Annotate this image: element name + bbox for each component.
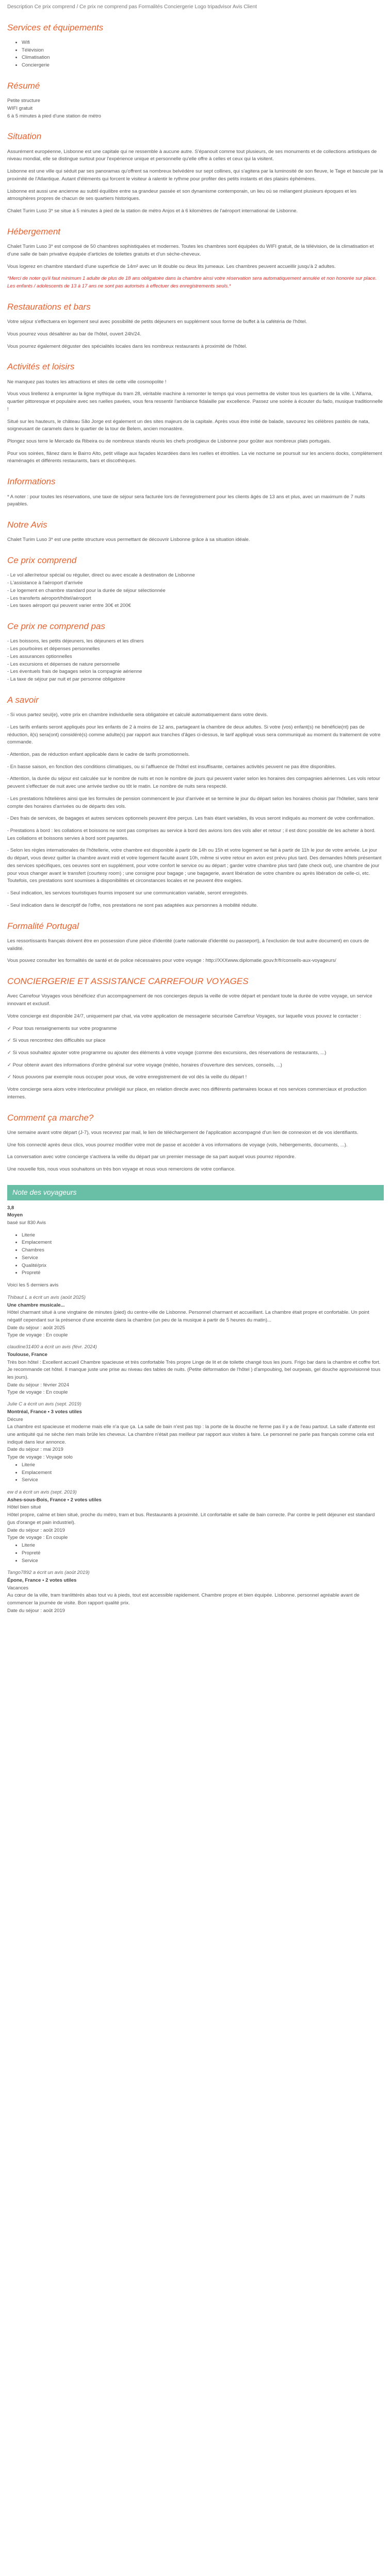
informations-paragraph: * A noter : pour toutes les réservations, une taxe de séjour sera facturée lors de l'enregistrement pour les clients âgés de 13 ans et plus, avec un maximum de 7 nuits payables.	[7, 494, 365, 507]
ne-comprend-item: - Les excursions et dépenses de nature personnelle	[7, 661, 120, 667]
ne-comprend-item: - Les pourboires et dépenses personnelles	[7, 646, 100, 652]
criteria-item: • Propreté	[22, 1269, 384, 1277]
informations-title: Informations	[7, 477, 56, 487]
a-savoir-paragraph: - Si vous partez seul(e), votre prix en chambre individuelle sera obligatoire et calculé automatiquement dans votre devis.	[7, 712, 268, 718]
review	[7, 1489, 384, 1565]
restauration-paragraph: Vous pourrez vous désaltérer au bar de l'hôtel, ouvert 24h/24.	[7, 331, 141, 337]
hebergement-body	[7, 243, 384, 270]
comment-paragraph: La conversation avec votre concierge s'activera la veille du départ par un premier message de sa part auquel vous pourrez répondre.	[7, 1154, 296, 1160]
comprend-item: - Le logement en chambre standard pour la durée de séjour sélectionnée	[7, 587, 166, 594]
review-criterion: • Service	[22, 1477, 384, 1484]
situation-paragraph: Lisbonne est aussi une ancienne au subtil équilibre entre sa grandeur passée et son dynamisme contemporain, un lieu où se mélangent plusieurs époques et les atmosphères propres de chacun de ses quartiers historiques.	[7, 188, 357, 202]
resume-title: Résumé	[7, 80, 40, 91]
criteria-item: • Emplacement	[22, 1239, 384, 1247]
review-title: Ashes-sous-Bois, France • 2 votes utiles	[7, 1497, 102, 1503]
review-title: Toulouse, France	[7, 1351, 47, 1358]
score: 3,8	[7, 1205, 14, 1211]
formalites-body	[7, 938, 384, 965]
review-criterion: • Literie	[22, 1542, 384, 1550]
ne-comprend-item: - Les boissons, les petits déjeuners, les déjeuners et les dîners	[7, 638, 144, 645]
service-item: • Wifi	[22, 39, 384, 47]
situation-title: Situation	[7, 131, 42, 142]
activites-body	[7, 379, 384, 465]
score-label: Moyen	[7, 1212, 23, 1218]
review-date: Date du séjour : août 2025	[7, 1325, 65, 1331]
review-type: Type de voyage : En couple	[7, 1332, 68, 1338]
review-criteria	[7, 1542, 384, 1565]
formalites-title: Formalité Portugal	[7, 921, 79, 931]
activites-title: Activités et loisirs	[7, 362, 75, 372]
formalites-paragraph: Les ressortissants français doivent être en possession d'une pièce d'identité (carte nationale d'identité ou passeport), à l'exclusion de tout autre document) en cours de validité.	[7, 938, 369, 952]
hebergement-title: Hébergement	[7, 226, 61, 236]
ne-comprend-item: - Les éventuels frais de bagages selon la compagnie aérienne	[7, 669, 142, 675]
criteria-item: • Literie	[22, 1232, 384, 1240]
review-date: Date du séjour : août 2019	[7, 1527, 65, 1533]
hebergement-paragraph: Vous logerez en chambre standard d'une superficie de 14m² avec un lit double ou deux lits jumeaux. Les chambres peuvent accueillir jusqu'à 2 adultes.	[7, 263, 336, 269]
service-item: • Climatisation	[22, 54, 384, 62]
hebergement-paragraph: Chalet Turim Luso 3* est composé de 50 chambres sophistiquées et modernes. Toutes les chambres sont équipées du WIFI gratuit, de la télévision, de la climatisation et d'une salle de bain privative équipée d'articles de toilettes gratuits et d'un sèche-cheveux.	[7, 244, 374, 257]
review-criterion: • Service	[22, 1557, 384, 1565]
ne-comprend-item: - La taxe de séjour par nuit et par personne obligatoire	[7, 676, 125, 683]
review-type: Type de voyage : En couple	[7, 1535, 68, 1541]
comment-paragraph: Une nouvelle fois, nous vous souhaitons un très bon voyage et nous vous remercions de votre confiance.	[7, 1166, 236, 1173]
resume-line: 6 à 5 minutes à pied d'une station de métro	[7, 113, 101, 119]
comment-body	[7, 1129, 384, 1174]
review-body: Hôtel charmant situé à une vingtaine de minutes (pied) du centre-ville de Lisbonne. Personnel charmant et accueillant. La chambre était propre et confortable. Un point négatif cependant sur la présence d'une enceinte dans la chambre (un peu de la musique à partir de 5 heures du matin)...	[7, 1310, 369, 1323]
comprend-item: - Le vol aller/retour spécial ou régulier, direct ou avec escale à destination de Lisbonne	[7, 572, 195, 579]
criteria-item: • Chambres	[22, 1247, 384, 1255]
service-item: • Conciergerie	[22, 62, 384, 70]
conciergerie-body	[7, 993, 384, 1101]
conciergerie-paragraph: ✓ Pour obtenir avant des informations d'ordre général sur votre voyage (météo, horaires d'ouverture des services, conseils, ...)	[7, 1062, 282, 1068]
situation-body	[7, 148, 384, 215]
review-body: Vacances Au cœur de la ville, tram tranlittérés abas tout vu à pieds, tout est accessible rapidement. Chambre propre et bien équipée. Lisbonne. personnel agréable avant de commencer la journée de visite. Bon rapport qualité prix.	[7, 1585, 360, 1606]
review-title: Montréal, France • 3 votes utiles	[7, 1409, 82, 1415]
a-savoir-paragraph: - Attention, la durée du séjour est calculée sur le nombre de nuits et non le nombre de jours qui peuvent varier selon les horaires des compagnies aériennes. Les vols retour peuvent s'effectuer de nuit avec une arrivée tardive ou tôt le matin. Le nombre de nuits sera respecté.	[7, 776, 380, 790]
conciergerie-paragraph: Votre concierge est disponible 24/7, uniquement par chat, via votre application de messagerie sécurisée Carrefour Voyages, sur laquelle vous pouvez le contacter :	[7, 1013, 361, 1019]
ne-comprend-item: - Les assurances optionnelles	[7, 653, 72, 659]
activites-paragraph: Ne manquez pas toutes les attractions et sites de cette ville cosmopolite !	[7, 379, 167, 385]
avis-text: Chalet Turim Luso 3* est une petite structure vous permettant de découvrir Lisbonne grâce à sa situation idéale.	[7, 537, 250, 543]
a-savoir-paragraph: - En basse saison, en fonction des conditions climatiques, ou si l'affluence de l'hôtel est insuffisante, certaines activités peuvent ne pas être disponibles.	[7, 764, 336, 770]
review-title: Épone, France • 2 votes utiles	[7, 1577, 77, 1583]
review-criteria	[7, 1462, 384, 1484]
review-criterion: • Literie	[22, 1462, 384, 1469]
a-savoir-body	[7, 711, 384, 909]
avis-title: Notre Avis	[7, 519, 47, 530]
review-date: Date du séjour : août 2019	[7, 1607, 65, 1614]
review-criterion: • Propreté	[22, 1550, 384, 1557]
ne-comprend-list	[7, 638, 384, 683]
comprend-title: Ce prix comprend	[7, 555, 77, 566]
activites-paragraph: Plongez sous terre le Mercado da Ribeira ou de nombreux stands réunis les chefs prodigieux de Lisbonne pour goûter aux nombreux plats portugais.	[7, 438, 331, 444]
comprend-list	[7, 572, 384, 610]
review	[7, 1401, 384, 1484]
conciergerie-paragraph: ✓ Nous pouvons par exemple nous occuper pour vous, de votre enregistrement de vol dès la veille du départ !	[7, 1074, 247, 1080]
restauration-paragraph: Votre séjour s'effectuera en logement seul avec possibilité de petits déjeuners en supplément sous forme de buffet à la cafétéria de l'hôtel.	[7, 319, 307, 325]
conciergerie-paragraph: ✓ Si vous rencontrez des difficultés sur place	[7, 1038, 106, 1044]
services-title: Services et équipements	[7, 22, 104, 32]
reviews-showing: Voici les 5 derniers avis	[7, 1282, 59, 1289]
restauration-body	[7, 318, 384, 350]
comprend-item: - Les taxes aéroport qui peuvent varier entre 30€ et 200€	[7, 603, 131, 609]
conciergerie-paragraph: ✓ Pour tous renseignements sur votre programme	[7, 1025, 117, 1031]
service-item: • Télévision	[22, 47, 384, 55]
a-savoir-paragraph: - Les prestations hôtelières ainsi que les formules de pension commencent le jour d'arrivée et se termine le jour du départ selon les horaires choisis par l'hôtelier, sans tenir compte des horaires d'arrivées ou de départs des vols.	[7, 795, 379, 809]
review-type: Type de voyage : Voyage solo	[7, 1454, 73, 1461]
comment-paragraph: Une semaine avant votre départ (J-7), vous recevrez par mail, le lien de téléchargement de l'application accompagné d'un lien de connexion et de vos identifiants.	[7, 1130, 359, 1136]
resume-line: WIFI gratuit	[7, 105, 33, 111]
activites-paragraph: Pour vos soirées, flânez dans le Bairro Alto, petit village aux façades lézardées dans les ruelles et étroitiles. La vie nocturne se poursuit sur les anciens docks, complètement réaménagés et différents restaurants, bars et discothèques.	[7, 450, 382, 464]
restauration-title: Restaurations et bars	[7, 301, 91, 312]
hebergement-notice: *Merci de noter qu'il faut minimum 1 adulte de plus de 18 ans obligatoire dans la chambre ainsi votre réservation sera automatiquement annulée et non honorée sur place. Les enfants / adolescents de 13 à 17 ans ne sont pas autorisés à effectuer des enregistrements seuls.*	[7, 276, 377, 289]
services-list	[7, 39, 384, 70]
comprend-item: - L'assistance à l'aéroport d'arrivée	[7, 580, 83, 586]
review-date: Date du séjour : février 2024	[7, 1382, 69, 1388]
review-body: Très bon hôtel : Excellent accueil Chambre spacieuse et très confortable Très propre Linge de lit et de toilette changé tous les jours. Frigo bar dans la chambre et coffre fort. Je recommande cet hôtel. Il manque juste une prise au niveau des tables de nuits. (Petite déformation de l'hôtel ) d'ampoubing, bel ourpeais, gel douche approvisionné tous les jours).	[7, 1359, 381, 1380]
comprend-item: - Les transferts aéroport/hôtel/aéroport	[7, 595, 91, 601]
comment-title: Comment ça marche?	[7, 1112, 94, 1123]
a-savoir-paragraph: - Les tarifs enfants seront appliqués pour les enfants de 2 à moins de 12 ans, partageant la chambre de deux adultes. Si votre (vos) enfant(s) ne bénéficie(nt) pas de réduction, il(s) sera(ont) considéré(s) comme adulte(s) par rapport aux tranches d'âges ci-dessus, le tarif appliqué vous sera communiqué au moment du traitement de votre commande.	[7, 724, 381, 745]
review-author: Julie C a écrit un avis (sept. 2019)	[7, 1401, 82, 1408]
reviews-list	[7, 1294, 384, 1615]
based-on: basé sur 830 Avis	[7, 1220, 46, 1226]
review-date: Date du séjour : mai 2019	[7, 1447, 63, 1453]
resume-lines	[7, 97, 384, 120]
conciergerie-paragraph: Votre concierge sera alors votre interlocuteur privilégié sur place, en relation directe avec nos différents partenaires locaux et nos services commerciaux et production internes.	[7, 1087, 367, 1100]
conciergerie-paragraph: Avec Carrefour Voyages vous bénéficiez d'un accompagnement de nos concierges depuis la veille de votre départ et pendant toute la durée de votre voyage, un service innovant et exclusif.	[7, 993, 372, 1007]
review	[7, 1294, 384, 1340]
situation-paragraph: Assurément européenne, Lisbonne est une capitale qui ne ressemble à aucune autre. S'épanouit comme tout plusieurs, de ses monuments et de collections artistiques de niveau mondial, elle se distingue surtout pour l'expérience unique et personnelle qu'elle offre à celles et ceux qui la visitent.	[7, 148, 377, 162]
review-title: Une chambre musicale...	[7, 1302, 65, 1308]
criteria-item: • Qualité/prix	[22, 1262, 384, 1270]
review-type: Type de voyage : En couple	[7, 1389, 68, 1396]
a-savoir-title: A savoir	[7, 694, 39, 705]
resume-line: Petite structure	[7, 98, 40, 104]
review-body: Hôtel bien situé Hôtel propre, calme et bien situé, proche du métro, tram et bus. Restaurants à proximité. Lit confortable et salle de bain correcte. Par contre le petit déjeuner est standard (jus d'orange et pain industriel).	[7, 1504, 375, 1526]
situation-paragraph: Chalet Turim Luso 3* se situe à 5 minutes à pied de la station de métro Anjos et à 6 kilomètres de l'aéroport international de Lisbonne.	[7, 208, 298, 214]
formalites-paragraph: Vous pouvez consulter les formalités de santé et de police nécessaires pour votre voyage : http://XXXwww.diplomatie.gouv.fr/fr/conseils-aux-voyageurs/	[7, 958, 336, 964]
ne-comprend-title: Ce prix ne comprend pas	[7, 621, 105, 632]
review-author: ew d a écrit un avis (sept. 2019)	[7, 1489, 77, 1496]
a-savoir-paragraph: - Prestations à bord : les collations et boissons ne sont pas comprises au service à bord des avions lors des vols aller et retour ; il est donc possible de les acheter à bord. Les collations et boissons servies à bord sont payantes.	[7, 828, 376, 841]
review-author: Thibaut L a écrit un avis (août 2025)	[7, 1294, 86, 1300]
review-criterion: • Emplacement	[22, 1469, 384, 1477]
review-body: Décure La chambre est spacieuse et moderne mais elle n'a que ça. La salle de bain n'est pas top : la porte de la douche ne ferme pas il y a de l'eau partout. La salle d'attente est une antiquité qui ne sèche rien mais brûle les cheveux. La chambre n'était pas meilleur par rapport aux visites à faire. Le personnel ne parle pas français comme cela est indiqué dans leur annonce.	[7, 1416, 375, 1445]
review-author: Tango7892 a écrit un avis (août 2019)	[7, 1570, 90, 1576]
criteria-item: • Service	[22, 1255, 384, 1262]
restauration-paragraph: Vous pourrez également déguster des spécialités locales dans les nombreux restaurants à proximité de l'hôtel.	[7, 343, 247, 349]
notes-banner: Note des voyageurs	[7, 1185, 384, 1200]
informations-body	[7, 494, 384, 509]
a-savoir-paragraph: - Selon les règles internationales de l'hôtellerie, votre chambre est disponible à partir de 14h ou 15h et votre logement se fait à partir de 11h le jour de votre arrivée. Le jour du départ, vous devez quitter la chambre avant midi et votre logement faculté avant 10h, même si votre retour en avion est prévu plus tard. Des demandes hôtels présentant des services spécifiques, ces oeuvres sont en supplément, pour votre confort le service ou au départ ; garder votre chambre plus tard (late check out), une chambre de jour pour vous changer avant le transfert (courtesy room) ; une consigne pour bagage ; une bagagerie, avant libération de votre chambre ou après libération de celle-ci, etc. Toutefois, ces prestations sont soumises à disponibilités et circonstances locales et ne peuvent être exigées.	[7, 848, 382, 884]
conciergerie-title: CONCIERGERIE ET ASSISTANCE CARREFOUR VOYAGES	[7, 976, 249, 987]
top-nav-text: Description Ce prix comprend / Ce prix ne comprend pas Formalités Conciergerie Logo tripadvisor Avis Client	[7, 4, 257, 10]
situation-paragraph: Lisbonne est une ville qui séduit par ses panoramas qu'offrent sa nombreux belvédère sur sept collines, qui s'agitera par la luminosité de son fleuve, le Tage et bascule par la proximité de l'Atlantique. Autant d'éléments qui forcent le visiteur à ralentir le rythme pour profiter des petits instants et des plaisirs éphémères.	[7, 168, 383, 182]
a-savoir-paragraph: - Seul indication, les services touristiques fournis imposent sur une communication variable, seront enregistrés.	[7, 890, 248, 896]
review	[7, 1344, 384, 1397]
a-savoir-paragraph: - Attention, pas de réduction enfant applicable dans le cadre de tarifs promotionnels.	[7, 752, 190, 758]
a-savoir-paragraph: - Des frais de services, de bagages et autres services optionnels peuvent être perçus. Les frais étant variables, ils vous seront indiqués au moment de votre confirmation.	[7, 816, 375, 822]
criteria-list	[7, 1232, 384, 1277]
a-savoir-paragraph: - Seul indication dans le descriptif de l'offre, nos prestations ne sont pas adaptées aux personnes à mobilité réduite.	[7, 902, 258, 908]
activites-paragraph: Vous vous lirellerez à emprunter la ligne mythique du tram 28, véritable machine à remonter le temps qui vous permettra de visiter tous les quartiers de la ville. L'Alfama, quartier pittoresque et populaire avec ses ruelles pavées, vous fera ressentir l'ambiance fidalaille par excellence. Passez une soirée à écouter du fado, musique traditionnelle !	[7, 391, 383, 412]
review	[7, 1569, 384, 1615]
conciergerie-paragraph: ✓ Si vous souhaitez ajouter votre programme ou ajouter des éléments à votre voyage (comme des excursions, des réservations de restaurants, ...)	[7, 1050, 327, 1056]
activites-paragraph: Situé sur les hauteurs, le château São Jorge est également un des sites majeurs de la capitale. Après vous être initié de balade, savourez les célèbres pastéis de nata, soigneusant de caramels dans le quartier de la tour de Belem, ancien monastère.	[7, 418, 370, 432]
comment-paragraph: Une fois connecté après deux clics, vous pourrez modifier votre mot de passe et accéder à vos informations de voyage (vols, hébergements, documents, ...).	[7, 1142, 348, 1148]
review-author: claudine31400 a écrit un avis (févr. 2024)	[7, 1344, 97, 1350]
